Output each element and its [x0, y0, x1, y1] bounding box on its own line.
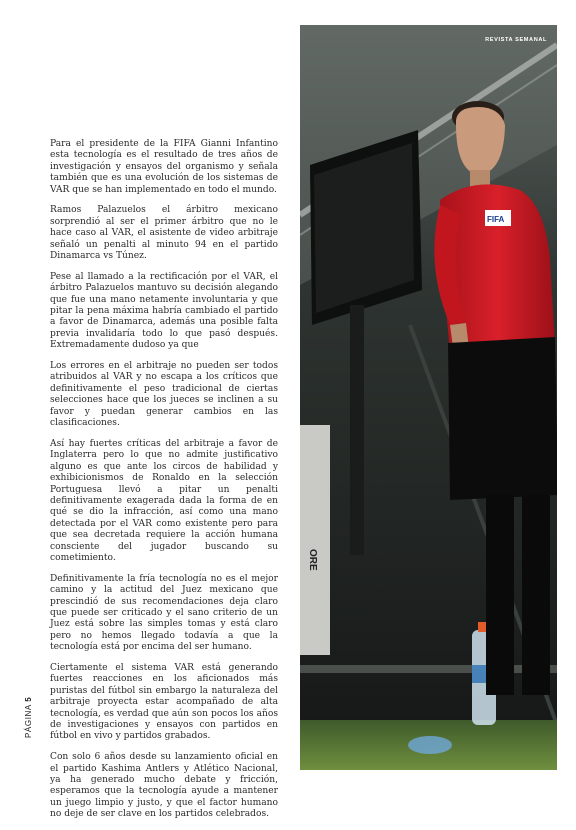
article-body [50, 139, 278, 830]
article-paragraph-3: Pese al llamado a la rectificación por el VAR, el árbitro Palazuelos mantuvo su decisión alegando que fue una mano netamente involuntaria y que pitar la pena máxima habría cambiado el partido a favor de Dinamarca, además una posible falta previa invalidaría todo lo que pasó después. Extremadamente dudoso ya que [50, 271, 278, 351]
article-paragraph-4: Los errores en el arbitraje no pueden ser todos atribuidos al VAR y no escapa a los críticos que definitivamente el peso tradicional de ciertas selecciones hace que los jueces se inclinen a su favor y puedan generar cambios en las clasificaciones. [50, 361, 278, 429]
article-paragraph-7: Ciertamente el sistema VAR está generando fuertes reacciones en los aficionados más puristas del fútbol sin embargo la naturaleza del arbitraje proyecta estar acompañado de alta tecnología, es verdad que aún son pocos los años de investigaciones y ensayos con partidos en fútbol en vivo y partidos grabados. [50, 663, 278, 742]
article-paragraph-8: Con solo 6 años desde su lanzamiento oficial en el partido Kashima Antlers y Atlético Nacional, ya ha generado mucho debate y fricción, esperamos que la tecnología ayude a mantener un juego limpio y justo, y que el factor humano no deje de ser clave en los partidos celebrados. [50, 752, 278, 820]
page-number: 5 [24, 696, 33, 702]
article-paragraph-6: Definitivamente la fría tecnología no es el mejor camino y la actitud del Juez mexicano que prescindió de sus recomendaciones deja claro que puede ser criticado y el sano criterio de un Juez está sobre las simples tomas y está claro pero no hemos llegado todavía a que la tecnología está por encima del ser humano. [50, 573, 278, 653]
fifa-badge: FIFA [487, 215, 505, 224]
article-paragraph-1: Para el presidente de la FIFA Gianni Infantino esta tecnología es el resultado de tres años de investigación y ensayos del organismo y señala también que es una evolución de los sistemas de VAR que se han implementado en todo el mundo. [50, 139, 278, 195]
banner-text: ORE [307, 549, 318, 571]
article-paragraph-2: Ramos Palazuelos el árbitro mexicano sorprendió al ser el primer árbitro que no le hace caso al VAR, el asistente de video arbitraje señaló un penalti al minuto 94 en el partido Dinamarca vs Túnez. [50, 205, 278, 262]
page-label-text: PÁGINA [24, 704, 33, 738]
referee-var-photo [300, 25, 557, 770]
photo-illustration [300, 25, 557, 770]
magazine-tag: REVISTA SEMANAL [485, 37, 547, 43]
page-number-label [24, 697, 33, 738]
article-paragraph-5: Así hay fuertes críticas del arbitraje a favor de Inglaterra pero lo que no admite justificativo alguno es que ante los circos de habilidad y exhibicionismos de Ronaldo en la selección Portuguesa llevó a pitar un penalti definitivamente exagerada dada la forma de en qué se dio la infracción, así como una mano detectada por el VAR como existente pero para que sea decretada requiere la acción humana consciente del jugador buscando su cometimiento. [50, 438, 278, 563]
